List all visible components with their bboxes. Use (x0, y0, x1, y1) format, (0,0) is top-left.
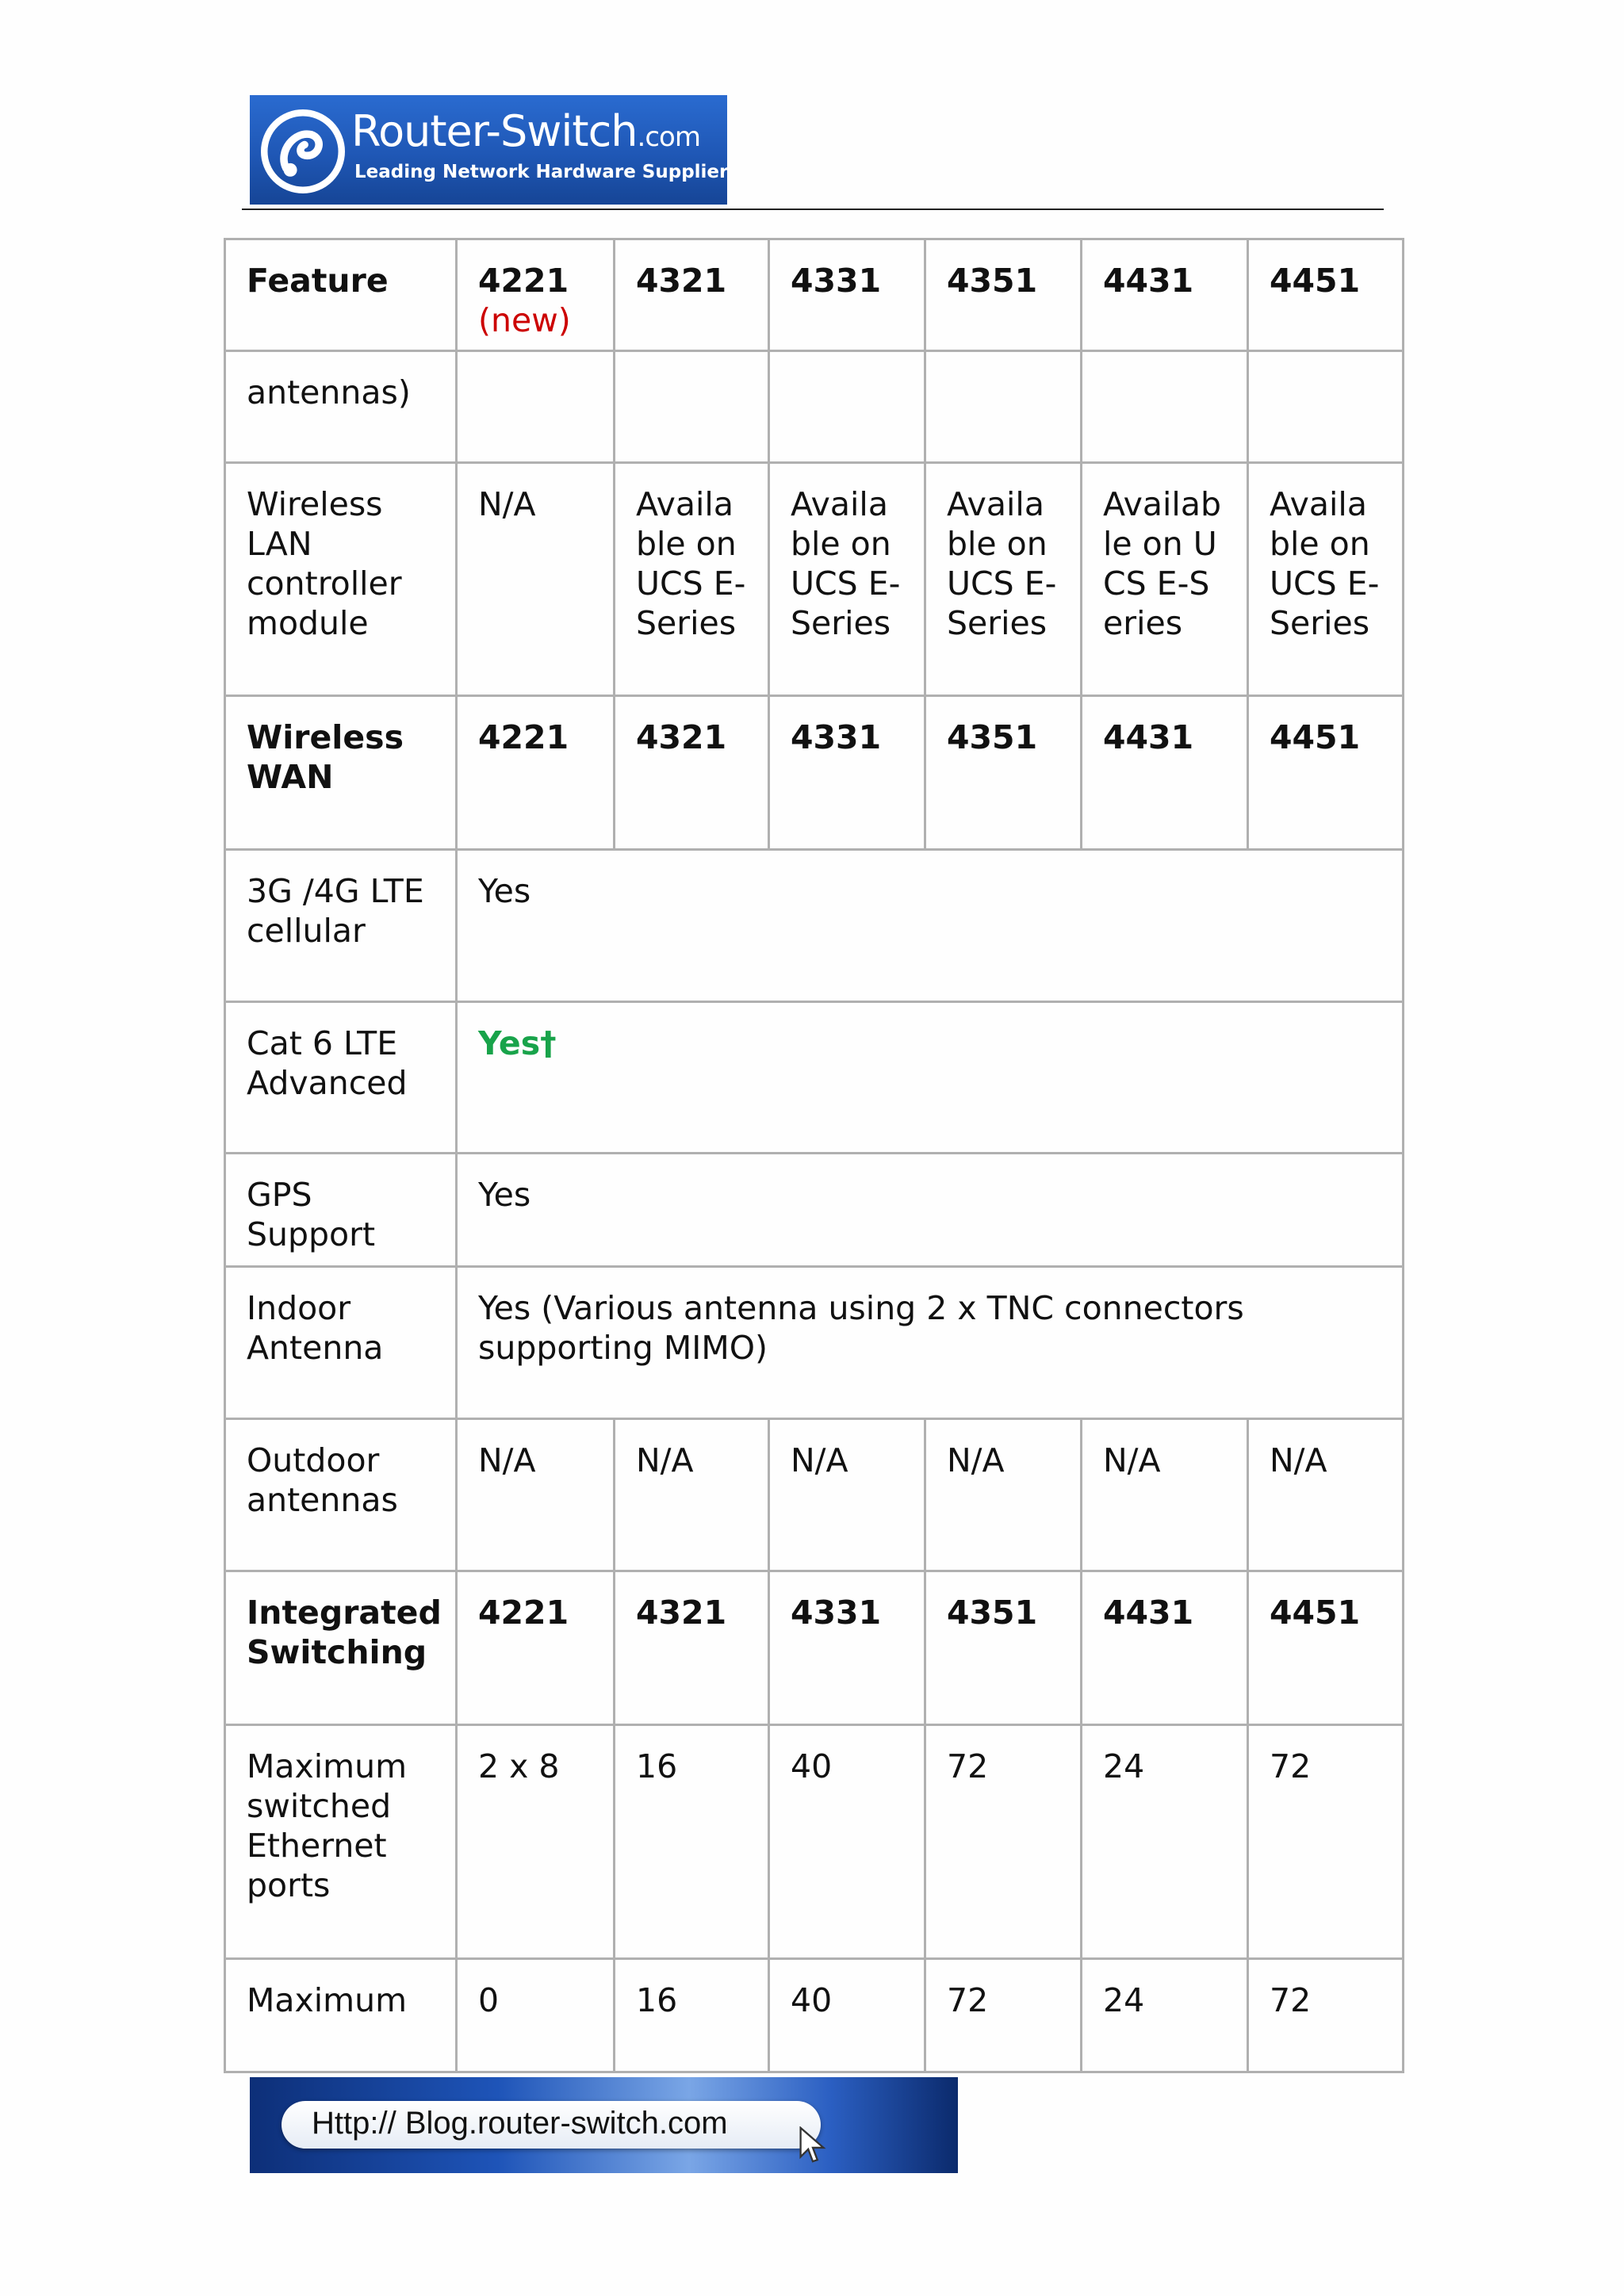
table-row (225, 462, 1404, 695)
table-row (225, 1154, 1404, 1267)
table-cell (615, 350, 769, 462)
table-row (225, 1001, 1404, 1154)
header-model: 4351 (925, 239, 1082, 351)
table-cell: 4351 (925, 695, 1082, 849)
table-cell: Available on UCS E-Series (1248, 462, 1404, 695)
table-cell: 4451 (1248, 695, 1404, 849)
table-row (225, 1419, 1404, 1571)
table-cell: Available on UCS E-Series (615, 462, 769, 695)
table-cell: 72 (1248, 1959, 1404, 2072)
section-label: Wireless WAN (225, 695, 457, 849)
header-model: 4331 (769, 239, 925, 351)
table-cell: 4431 (1082, 695, 1248, 849)
table-cell: 72 (925, 1959, 1082, 2072)
router-switch-logo-icon (261, 109, 345, 193)
header-model: 4321 (615, 239, 769, 351)
cursor-icon (797, 2126, 829, 2166)
table-cell: 72 (925, 1725, 1082, 1959)
table-cell (925, 350, 1082, 462)
table-cell: 4221 (457, 695, 615, 849)
header-model-4221: 4221(new) (457, 239, 615, 351)
logo-title: Router-Switch.com (351, 106, 700, 156)
table-cell: 40 (769, 1959, 925, 2072)
table-row (225, 849, 1404, 1001)
table-row (225, 1725, 1404, 1959)
table-cell: 24 (1082, 1725, 1248, 1959)
table-cell: N/A (457, 1419, 615, 1571)
table-row (225, 1959, 1404, 2072)
row-label: antennas) (225, 350, 457, 462)
table-cell: Yes (457, 1154, 1404, 1267)
table-cell: 4331 (769, 1571, 925, 1725)
table-section-row (225, 695, 1404, 849)
table-cell: 4221 (457, 1571, 615, 1725)
table-cell: 4331 (769, 695, 925, 849)
table-cell: 4351 (925, 1571, 1082, 1725)
table-cell: N/A (1082, 1419, 1248, 1571)
row-label: Indoor Antenna (225, 1267, 457, 1419)
logo-subtitle: Leading Network Hardware Supplier (354, 162, 729, 182)
row-label: 3G /4G LTE cellular (225, 849, 457, 1001)
table-cell (457, 350, 615, 462)
header-divider (242, 209, 1384, 210)
header-model: 4431 (1082, 239, 1248, 351)
table-cell (1082, 350, 1248, 462)
table-cell: N/A (615, 1419, 769, 1571)
table-cell: Available on UCS E-Series (925, 462, 1082, 695)
row-label: Outdoor antennas (225, 1419, 457, 1571)
table-cell: Available on UCS E-Series (1082, 462, 1248, 695)
footer-url: Http:// Blog.router-switch.com (312, 2106, 728, 2141)
row-label: GPS Support (225, 1154, 457, 1267)
table-cell: 4451 (1248, 1571, 1404, 1725)
header-model: 4451 (1248, 239, 1404, 351)
table-cell: 4321 (615, 695, 769, 849)
table-cell: 0 (457, 1959, 615, 2072)
table-row (225, 1267, 1404, 1419)
table-section-row (225, 1571, 1404, 1725)
table-cell: 4431 (1082, 1571, 1248, 1725)
table-header-row (225, 239, 1404, 351)
row-label: Maximum (225, 1959, 457, 2072)
header-feature: Feature (225, 239, 457, 351)
spec-table (224, 238, 1404, 2073)
section-label: Integrated Switching (225, 1571, 457, 1725)
table-cell: N/A (1248, 1419, 1404, 1571)
logo-banner (250, 95, 727, 205)
table-cell: N/A (769, 1419, 925, 1571)
table-cell: 4321 (615, 1571, 769, 1725)
table-cell (1248, 350, 1404, 462)
table-cell: 72 (1248, 1725, 1404, 1959)
row-label: Maximum switched Ethernet ports (225, 1725, 457, 1959)
table-cell: 24 (1082, 1959, 1248, 2072)
table-cell: Yes (Various antenna using 2 x TNC connectors supporting MIMO) (457, 1267, 1404, 1419)
row-label: Wireless LAN controller module (225, 462, 457, 695)
table-cell: N/A (925, 1419, 1082, 1571)
table-cell: 40 (769, 1725, 925, 1959)
footer-banner (250, 2077, 958, 2173)
table-cell: 16 (615, 1725, 769, 1959)
table-row (225, 350, 1404, 462)
table-cell: Available on UCS E-Series (769, 462, 925, 695)
row-label: Cat 6 LTE Advanced (225, 1001, 457, 1154)
table-cell (769, 350, 925, 462)
table-cell: N/A (457, 462, 615, 695)
table-cell: 16 (615, 1959, 769, 2072)
table-cell: Yes (457, 849, 1404, 1001)
table-cell: Yes† (457, 1001, 1404, 1154)
table-cell: 2 x 8 (457, 1725, 615, 1959)
